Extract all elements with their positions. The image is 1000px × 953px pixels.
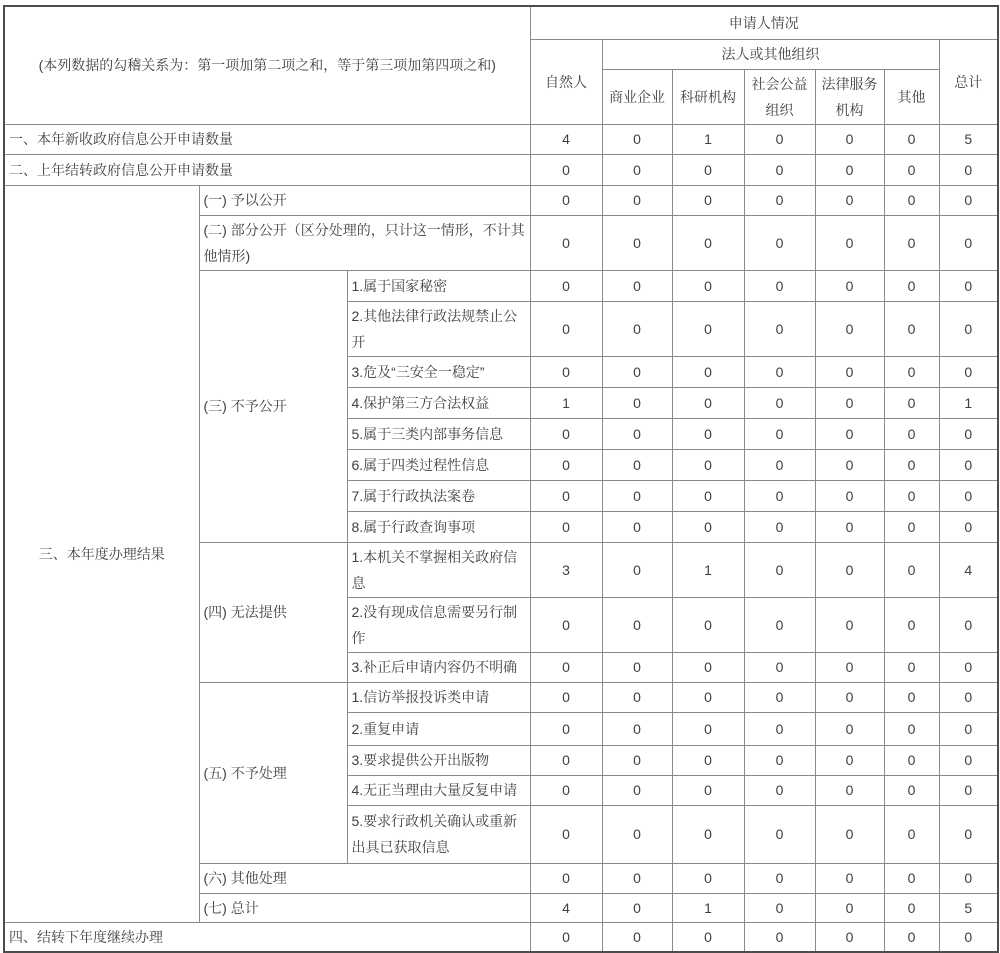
value-cell: 0	[815, 418, 884, 449]
value-cell: 1	[672, 542, 744, 597]
value-cell: 0	[530, 301, 602, 356]
value-cell: 0	[884, 449, 939, 480]
value-cell: 0	[884, 270, 939, 301]
value-cell: 0	[672, 356, 744, 387]
value-cell: 0	[602, 597, 672, 652]
value-cell: 0	[744, 356, 815, 387]
row-label-cell: 1.本机关不掌握相关政府信息	[347, 542, 530, 597]
value-cell: 0	[744, 597, 815, 652]
value-cell: 0	[530, 682, 602, 712]
value-cell: 1	[672, 893, 744, 922]
value-cell: 3	[530, 542, 602, 597]
value-cell: 0	[815, 597, 884, 652]
value-cell: 0	[815, 124, 884, 154]
value-cell: 0	[939, 712, 998, 745]
value-cell: 0	[815, 387, 884, 418]
value-cell: 0	[602, 356, 672, 387]
value-cell: 0	[939, 511, 998, 542]
value-cell: 5	[939, 124, 998, 154]
value-cell: 0	[602, 893, 672, 922]
group-label-cell: (五) 不予处理	[199, 682, 347, 863]
value-cell: 0	[939, 154, 998, 185]
header-other: 其他	[884, 69, 939, 124]
value-cell: 0	[744, 805, 815, 863]
header-legal-org: 法人或其他组织	[602, 39, 939, 69]
value-cell: 0	[884, 745, 939, 775]
header-applicant-status: 申请人情况	[530, 6, 998, 39]
row-label-cell: 3.要求提供公开出版物	[347, 745, 530, 775]
value-cell: 4	[530, 893, 602, 922]
value-cell: 0	[884, 480, 939, 511]
value-cell: 0	[530, 480, 602, 511]
value-cell: 0	[939, 682, 998, 712]
value-cell: 0	[744, 775, 815, 805]
value-cell: 0	[939, 805, 998, 863]
value-cell: 0	[672, 652, 744, 682]
row-label-cell: 5.属于三类内部事务信息	[347, 418, 530, 449]
value-cell: 0	[672, 449, 744, 480]
value-cell: 0	[815, 893, 884, 922]
value-cell: 0	[672, 597, 744, 652]
row-label-cell: 二、上年结转政府信息公开申请数量	[4, 154, 530, 185]
value-cell: 0	[815, 922, 884, 952]
row-label-cell: 8.属于行政查询事项	[347, 511, 530, 542]
value-cell: 0	[744, 154, 815, 185]
value-cell: 0	[884, 805, 939, 863]
value-cell: 0	[672, 301, 744, 356]
value-cell: 0	[530, 449, 602, 480]
table-row	[4, 154, 998, 185]
value-cell: 0	[884, 124, 939, 154]
value-cell: 0	[602, 124, 672, 154]
value-cell: 0	[530, 745, 602, 775]
value-cell: 0	[744, 270, 815, 301]
value-cell: 0	[815, 301, 884, 356]
value-cell: 0	[530, 356, 602, 387]
value-cell: 0	[815, 652, 884, 682]
header-commercial-enterprise: 商业企业	[602, 69, 672, 124]
value-cell: 0	[530, 805, 602, 863]
value-cell: 0	[744, 418, 815, 449]
disclosure-statistics-table	[3, 5, 999, 953]
value-cell: 0	[672, 863, 744, 893]
header-total: 总计	[939, 39, 998, 124]
value-cell: 0	[530, 215, 602, 270]
value-cell: 0	[744, 542, 815, 597]
value-cell: 0	[744, 511, 815, 542]
header-natural-person: 自然人	[530, 39, 602, 124]
value-cell: 0	[602, 682, 672, 712]
value-cell: 0	[815, 682, 884, 712]
value-cell: 0	[672, 805, 744, 863]
value-cell: 0	[884, 922, 939, 952]
value-cell: 0	[744, 387, 815, 418]
value-cell: 0	[530, 863, 602, 893]
row-label-cell: 四、结转下年度继续办理	[4, 922, 530, 952]
value-cell: 0	[884, 775, 939, 805]
value-cell: 0	[672, 682, 744, 712]
value-cell: 0	[744, 922, 815, 952]
group-label-cell: 三、本年度办理结果	[4, 185, 199, 922]
row-label-cell: 一、本年新收政府信息公开申请数量	[4, 124, 530, 154]
value-cell: 0	[939, 215, 998, 270]
value-cell: 0	[602, 215, 672, 270]
value-cell: 0	[602, 154, 672, 185]
value-cell: 0	[815, 185, 884, 215]
value-cell: 0	[672, 154, 744, 185]
value-cell: 0	[939, 270, 998, 301]
value-cell: 0	[815, 805, 884, 863]
value-cell: 0	[602, 712, 672, 745]
group-label-cell: (三) 不予公开	[199, 270, 347, 542]
value-cell: 0	[884, 387, 939, 418]
value-cell: 0	[815, 480, 884, 511]
value-cell: 0	[744, 449, 815, 480]
value-cell: 0	[530, 922, 602, 952]
value-cell: 0	[815, 712, 884, 745]
value-cell: 0	[884, 893, 939, 922]
row-label-cell: 4.无正当理由大量反复申请	[347, 775, 530, 805]
value-cell: 0	[602, 270, 672, 301]
value-cell: 0	[602, 745, 672, 775]
note-cell: (本列数据的勾稽关系为：第一项加第二项之和，等于第三项加第四项之和)	[4, 6, 530, 124]
value-cell: 0	[815, 215, 884, 270]
value-cell: 1	[672, 124, 744, 154]
value-cell: 0	[530, 712, 602, 745]
row-label-cell: 5.要求行政机关确认或重新出具已获取信息	[347, 805, 530, 863]
value-cell: 0	[744, 745, 815, 775]
table-row	[4, 922, 998, 952]
value-cell: 5	[939, 893, 998, 922]
value-cell: 0	[530, 270, 602, 301]
value-cell: 0	[672, 745, 744, 775]
value-cell: 0	[815, 542, 884, 597]
value-cell: 0	[672, 775, 744, 805]
value-cell: 0	[530, 511, 602, 542]
header-public-welfare-org: 社会公益组织	[744, 69, 815, 124]
value-cell: 0	[884, 215, 939, 270]
value-cell: 0	[672, 511, 744, 542]
value-cell: 0	[884, 185, 939, 215]
value-cell: 4	[939, 542, 998, 597]
value-cell: 0	[672, 418, 744, 449]
value-cell: 0	[602, 387, 672, 418]
value-cell: 0	[939, 863, 998, 893]
row-label-cell: (六) 其他处理	[199, 863, 530, 893]
value-cell: 0	[744, 185, 815, 215]
value-cell: 0	[602, 922, 672, 952]
value-cell: 0	[884, 652, 939, 682]
group-label-cell: (四) 无法提供	[199, 542, 347, 682]
value-cell: 0	[602, 511, 672, 542]
value-cell: 0	[602, 418, 672, 449]
value-cell: 0	[744, 682, 815, 712]
value-cell: 0	[744, 652, 815, 682]
row-label-cell: 1.信访举报投诉类申请	[347, 682, 530, 712]
value-cell: 0	[602, 449, 672, 480]
value-cell: 0	[815, 511, 884, 542]
value-cell: 0	[939, 922, 998, 952]
value-cell: 0	[939, 449, 998, 480]
value-cell: 0	[939, 745, 998, 775]
value-cell: 0	[530, 154, 602, 185]
value-cell: 0	[884, 356, 939, 387]
value-cell: 0	[939, 597, 998, 652]
value-cell: 0	[744, 124, 815, 154]
value-cell: 0	[672, 922, 744, 952]
value-cell: 0	[530, 652, 602, 682]
value-cell: 0	[815, 356, 884, 387]
value-cell: 0	[602, 301, 672, 356]
header-research-institution: 科研机构	[672, 69, 744, 124]
value-cell: 4	[530, 124, 602, 154]
value-cell: 0	[602, 775, 672, 805]
row-label-cell: 4.保护第三方合法权益	[347, 387, 530, 418]
value-cell: 0	[672, 270, 744, 301]
value-cell: 0	[672, 387, 744, 418]
value-cell: 0	[939, 356, 998, 387]
row-label-cell: 2.其他法律行政法规禁止公开	[347, 301, 530, 356]
value-cell: 1	[939, 387, 998, 418]
table-row	[4, 185, 998, 215]
value-cell: 0	[602, 185, 672, 215]
value-cell: 0	[884, 301, 939, 356]
value-cell: 0	[884, 682, 939, 712]
value-cell: 0	[815, 775, 884, 805]
value-cell: 0	[939, 418, 998, 449]
value-cell: 0	[815, 863, 884, 893]
value-cell: 0	[530, 418, 602, 449]
value-cell: 0	[815, 745, 884, 775]
value-cell: 0	[744, 893, 815, 922]
row-label-cell: (七) 总计	[199, 893, 530, 922]
value-cell: 0	[602, 652, 672, 682]
header-legal-service-org: 法律服务机构	[815, 69, 884, 124]
value-cell: 0	[815, 449, 884, 480]
row-label-cell: 1.属于国家秘密	[347, 270, 530, 301]
value-cell: 0	[672, 480, 744, 511]
value-cell: 0	[884, 511, 939, 542]
row-label-cell: (二) 部分公开（区分处理的，只计这一情形，不计其他情形)	[199, 215, 530, 270]
value-cell: 0	[884, 542, 939, 597]
value-cell: 0	[939, 652, 998, 682]
row-label-cell: 6.属于四类过程性信息	[347, 449, 530, 480]
value-cell: 0	[602, 542, 672, 597]
value-cell: 0	[744, 480, 815, 511]
value-cell: 0	[744, 863, 815, 893]
value-cell: 0	[744, 301, 815, 356]
value-cell: 0	[939, 775, 998, 805]
row-label-cell: 3.补正后申请内容仍不明确	[347, 652, 530, 682]
table-row	[4, 124, 998, 154]
value-cell: 0	[672, 185, 744, 215]
value-cell: 0	[672, 712, 744, 745]
value-cell: 0	[602, 863, 672, 893]
value-cell: 0	[939, 185, 998, 215]
value-cell: 0	[602, 805, 672, 863]
value-cell: 1	[530, 387, 602, 418]
value-cell: 0	[884, 154, 939, 185]
value-cell: 0	[884, 597, 939, 652]
value-cell: 0	[884, 418, 939, 449]
value-cell: 0	[672, 215, 744, 270]
row-label-cell: (一) 予以公开	[199, 185, 530, 215]
row-label-cell: 3.危及“三安全一稳定”	[347, 356, 530, 387]
value-cell: 0	[744, 712, 815, 745]
value-cell: 0	[815, 154, 884, 185]
value-cell: 0	[602, 480, 672, 511]
value-cell: 0	[744, 215, 815, 270]
value-cell: 0	[530, 185, 602, 215]
value-cell: 0	[939, 301, 998, 356]
header-row-1	[4, 6, 998, 39]
row-label-cell: 2.没有现成信息需要另行制作	[347, 597, 530, 652]
row-label-cell: 2.重复申请	[347, 712, 530, 745]
value-cell: 0	[530, 597, 602, 652]
row-label-cell: 7.属于行政执法案卷	[347, 480, 530, 511]
value-cell: 0	[939, 480, 998, 511]
value-cell: 0	[530, 775, 602, 805]
value-cell: 0	[815, 270, 884, 301]
value-cell: 0	[884, 712, 939, 745]
value-cell: 0	[884, 863, 939, 893]
